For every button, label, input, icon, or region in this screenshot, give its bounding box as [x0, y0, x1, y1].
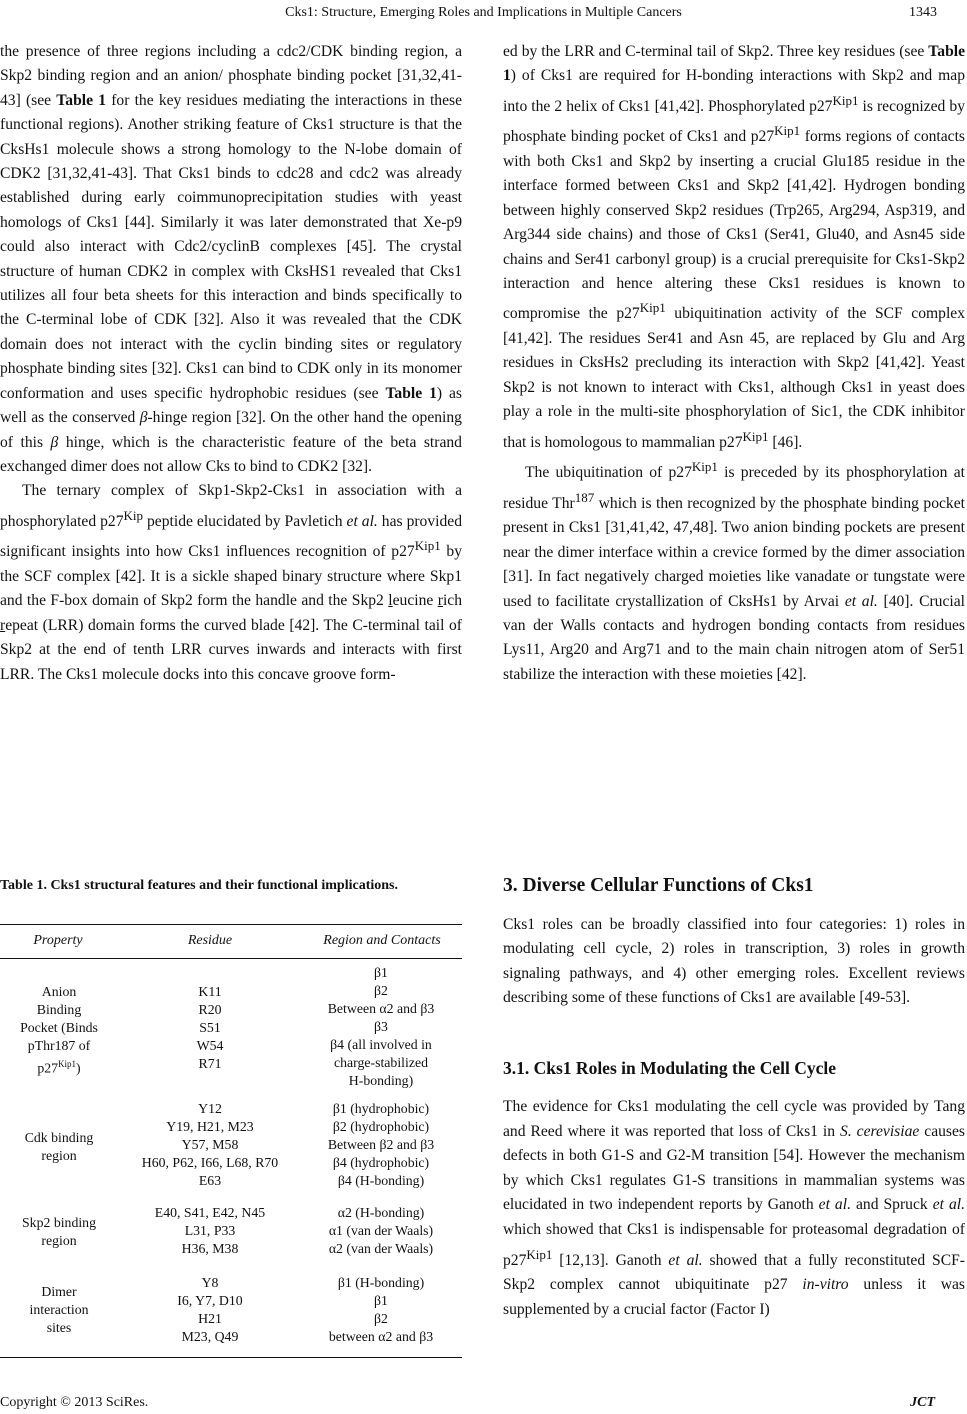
- table-cell-residue: Y8 I6, Y7, D10 H21 M23, Q49: [177, 1275, 243, 1344]
- table-header-contacts: Region and Contacts: [323, 933, 441, 948]
- table-cell-property: Skp2 binding region: [22, 1215, 96, 1248]
- table-cell-contacts: β1 β2 Between α2 and β3 β3 β4 (all involved in charge-stabilized H-bonding): [327, 965, 435, 1088]
- journal-abbrev: JCT: [910, 1395, 935, 1410]
- page-header: [0, 0, 967, 28]
- table-bottom-rule: [0, 1357, 462, 1358]
- left-column: [0, 40, 462, 687]
- subsection-heading: 3.1. Cks1 Roles in Modulating the Cell Cycle: [503, 1058, 836, 1078]
- table-cell-property: Anion Binding Pocket (Binds pThr187 of $p27^{Kip1}$): [20, 984, 98, 1076]
- table-reference[interactable]: Table 1: [503, 43, 965, 85]
- table-cell-residue: Y12 Y19, H21, M23 Y57, M58 H60, P62, I66, L68, R70 E63: [141, 1101, 279, 1188]
- table-reference[interactable]: Table 1: [385, 384, 437, 402]
- body-paragraph: The ubiquitination of $p27^{Kip1}$ is preceded by its phosphorylation at residue Thr$^{187}$ which is then recognized by the phosphate binding pocket present in Cks1 [31,41,42, 47,48]. Two anion binding pockets are present near the dimer interface within a crevice formed by the dimer association [31]. In fact negatively charged moieties like vanadate or tungstate were used to facilitate crystallization of CksHs1 by Arvai et al. [40]. Crucial van der Walls contacts and hydrogen bonding contacts from residues Lys11, Arg20 and Arg71 and to the main chain nitrogen atom of Ser51 stabilize the interaction with these moieties [42].: [503, 459, 965, 683]
- running-title: Cks1: Structure, Emerging Roles and Implications in Multiple Cancers: [285, 5, 682, 20]
- table-caption: Table 1. Cks1 structural features and their functional implications.: [0, 878, 398, 893]
- table-cell-contacts: β1 (H-bonding) β1 β2 between α2 and β3: [328, 1275, 434, 1344]
- table-header-residue: Residue: [187, 933, 233, 948]
- table-reference[interactable]: Table 1: [56, 91, 106, 109]
- table-cell-residue: K11 R20 S51 W54 R71: [196, 984, 224, 1071]
- table-header-rule: [0, 958, 462, 959]
- right-column: [503, 40, 965, 687]
- body-paragraph: ed by the LRR and C-terminal tail of Skp2. Three key residues (see Table 1) of Cks1 are required for H-bonding interactions with Skp2 and map into the 2 helix of Cks1 [41,42]. Phosphorylated $p27^{Kip1}$ is recognized by phosphate binding pocket of Cks1 and $p27^{Kip1}$ forms regions of contacts with both Cks1 and Skp2 by inserting a crucial Glu185 residue in the interface formed between Cks1 and Skp2 [41,42]. Hydrogen bonding between highly conserved Skp2 residues (Trp265, Arg294, Asp319, and Arg344 side chains) and those of Cks1 (Ser41, Glu40, and Asn45 side chains and Ser41 carbonyl group) is a crucial prerequisite for Cks1-Skp2 interaction and hence altering these Cks1 residues is known to compromise the $p27^{Kip1}$ ubiquitination activity of the SCF complex [41,42]. The residues Ser41 and Asn 45, are replaced by Glu and Arg residues in CksHs2 precluding its interaction with Skp2 [41,42]. Yeast Skp2 is not known to interact with Cks1, although Cks1 in yeast does play a role in the multi-site phosphorylation of Sic1, the CDK inhibitor that is homologous to mammalian $p27^{Kip1}$ [46].: [503, 43, 965, 451]
- section-heading: 3. Diverse Cellular Functions of Cks1: [503, 875, 814, 896]
- body-paragraph: The evidence for Cks1 modulating the cell cycle was provided by Tang and Reed where it was reported that loss of Cks1 in S. cerevisiae causes defects in both G1-S and G2-M transition [54]. However the mechanism by which Cks1 regulates G1-S transitions in mammalian systems was elucidated in two independent reports by Ganoth et al. and Spruck et al. which showed that Cks1 is indispensable for proteasomal degradation of $p27^{Kip1}$ [12,13]. Ganoth et al. showed that a fully reconstituted SCF-Skp2 complex cannot ubiquitinate p27 in-vitro unless it was supplemented by a crucial factor (Factor I): [503, 1098, 965, 1318]
- table-cell-contacts: β1 (hydrophobic) β2 (hydrophobic) Between β2 and β3 β4 (hydrophobic) β4 (H-bonding): [327, 1101, 435, 1188]
- table-top-rule: [0, 924, 462, 925]
- table-header-property: Property: [33, 933, 83, 948]
- body-paragraph: the presence of three regions including a cdc2/CDK binding region, a Skp2 binding region and an anion/ phosphate binding pocket [31,32,41-43] (see Table 1 for the key residues mediating the interactions in these functional regions). Another striking feature of Cks1 structure is that the CksHs1 molecule shows a strong homology to the N-lobe domain of CDK2 [31,32,41-43]. That Cks1 binds to cdc28 and cdc2 was already established during early coimmunoprecipitation studies with yeast homologs of Cks1 [44]. Similarly it was later demonstrated that Xe-p9 could also interact with Cdc2/cyclinB complexes [45]. The crystal structure of human CDK2 in complex with CksHS1 revealed that Cks1 utilizes all four beta sheets for this interaction and binds specifically to the C-terminal lobe of CDK [32]. Also it was revealed that the CDK domain does not interact with the cyclin binding sites or regulatory phosphate binding sites [32]. Cks1 can bind to CDK only in its monomer conformation and uses specific hydrophobic residues (see Table 1) as well as the conserved β-hinge region [32]. On the other hand the opening of this β hinge, which is the characteristic feature of the beta strand exchanged dimer does not allow Cks to bind to CDK2 [32].: [0, 43, 463, 475]
- copyright-text: Copyright © 2013 SciRes.: [0, 1395, 149, 1410]
- table-cell-property: Cdk binding region: [24, 1130, 94, 1163]
- page-number: 1343: [909, 5, 937, 20]
- body-paragraph: Cks1 roles can be broadly classified into four categories: 1) roles in modulating cell cycle, 2) roles in transcription, 3) roles in growth signaling pathways, and 4) other emerging roles. Excellent reviews describing some of these functions of Cks1 are available [49-53].: [503, 916, 965, 1007]
- table-cell-contacts: α2 (H-bonding) α1 (van der Waals) α2 (van der Waals): [328, 1205, 434, 1256]
- body-paragraph: The ternary complex of Skp1-Skp2-Cks1 in association with a phosphorylated $p27^{Kip}$ peptide elucidated by Pavletich et al. has provided significant insights into how Cks1 influences recognition of $p27^{Kip1}$ by the SCF complex [42]. It is a sickle shaped binary structure where Skp1 and the F-box domain of Skp2 form the handle and the Skp2 leucine rich repeat (LRR) domain forms the curved blade [42]. The C-terminal tail of Skp2 at the end of tenth LRR curves inwards and interacts with first LRR. The Cks1 molecule docks into this concave groove form-: [0, 482, 462, 683]
- table-cell-residue: E40, S41, E42, N45 L31, P33 H36, M38: [154, 1205, 266, 1256]
- table-cell-property: Dimer interaction sites: [29, 1284, 89, 1335]
